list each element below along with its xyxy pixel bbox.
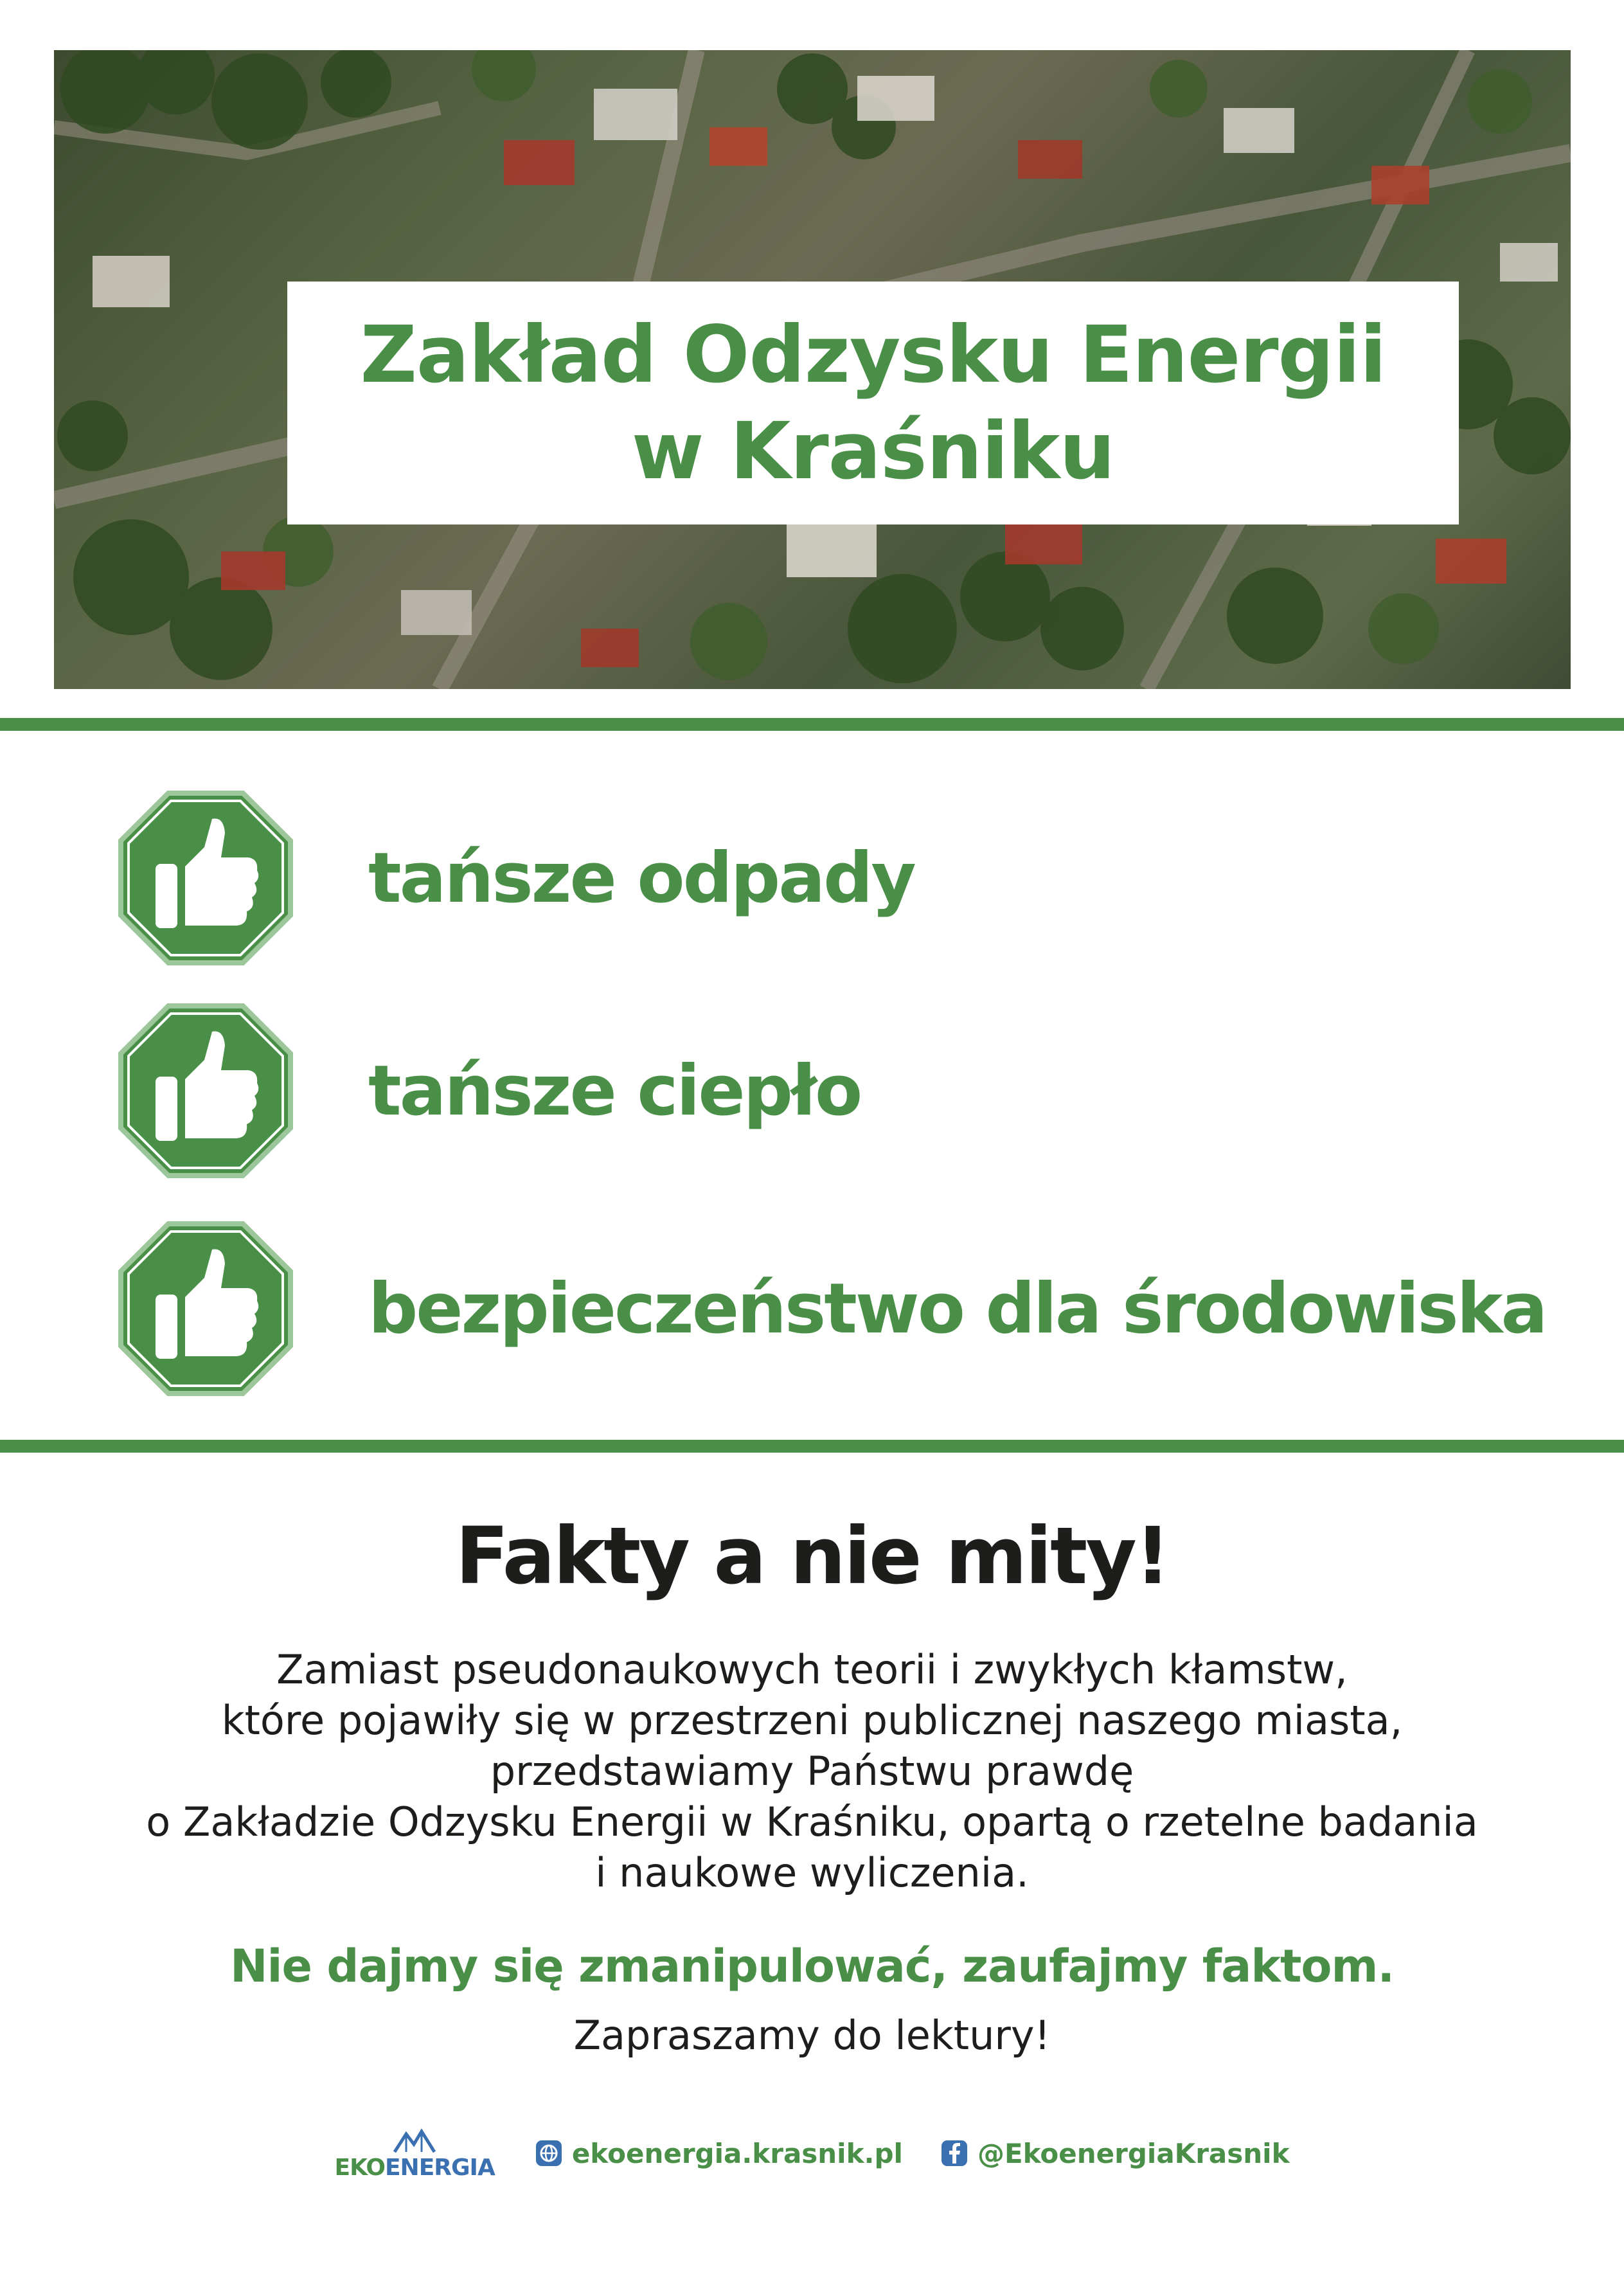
facts-body-line: o Zakładzie Odzysku Energii w Kraśniku, opartą o rzetelne badania <box>146 1798 1478 1845</box>
page-title-line1: Zakład Odzysku Energii <box>360 309 1386 400</box>
thumbs-up-icon <box>116 788 296 968</box>
benefit-label: bezpieczeństwo dla środowiska <box>368 1268 1546 1349</box>
facts-heading: Fakty a nie mity! <box>455 1510 1169 1602</box>
benefit-label: tańsze ciepło <box>368 1050 861 1131</box>
facebook-link[interactable] <box>940 2138 1290 2169</box>
facebook-text: @EkoenergiaKrasnik <box>977 2137 1290 2169</box>
benefit-item <box>116 1001 1594 1181</box>
facts-body-line: które pojawiły się w przestrzeni publicznej naszego miasta, <box>221 1697 1403 1744</box>
title-box <box>287 282 1459 524</box>
facts-body <box>0 1644 1624 1898</box>
facts-body-line: przedstawiamy Państwu prawdę <box>490 1748 1134 1795</box>
divider-top <box>0 718 1624 731</box>
divider-bottom <box>0 1440 1624 1453</box>
logo-text-eko: EKO <box>334 2154 385 2181</box>
logo-mark-icon <box>392 2126 437 2155</box>
hero-aerial-photo <box>54 50 1571 689</box>
website-link[interactable] <box>535 2138 903 2169</box>
benefit-item <box>116 788 1594 968</box>
footer <box>0 2121 1624 2185</box>
page-title-line2: w Kraśniku <box>631 406 1115 497</box>
invite-text: Zapraszamy do lektury! <box>573 2012 1051 2059</box>
benefit-item <box>116 1219 1594 1399</box>
facts-body-line: i naukowe wyliczenia. <box>595 1849 1029 1896</box>
thumbs-up-icon <box>116 1219 296 1399</box>
thumbs-up-icon <box>116 1001 296 1181</box>
ekoenergia-logo <box>334 2126 494 2181</box>
logo-text-energia: ENERGIA <box>384 2154 495 2181</box>
facts-body-line: Zamiast pseudonaukowych teorii i zwykłych kłamstw, <box>276 1646 1348 1693</box>
globe-icon <box>535 2139 563 2167</box>
facebook-icon <box>940 2139 968 2167</box>
website-text: ekoenergia.krasnik.pl <box>571 2137 903 2169</box>
slogan: Nie dajmy się zmanipulować, zaufajmy faktom. <box>229 1940 1395 1993</box>
benefit-label: tańsze odpady <box>368 838 915 918</box>
